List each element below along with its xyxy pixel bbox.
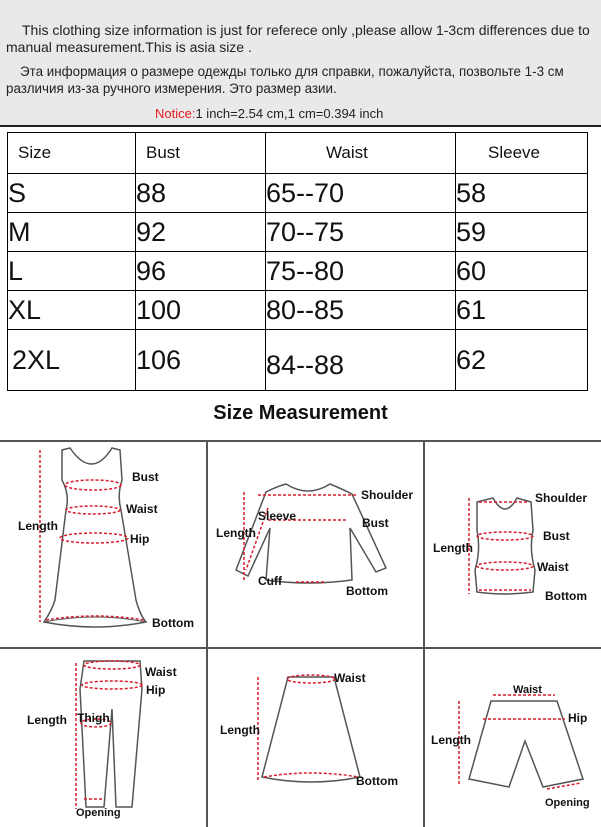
cell-waist: 65--70 [266,174,456,213]
pants-opening-label: Opening [76,807,121,819]
table-row [8,174,588,213]
unit-conversion-note [155,106,383,121]
sweater-outline [208,440,422,646]
cell-size: M [8,213,136,252]
cell-size: L [8,252,136,291]
size-measurement-title: Size Measurement [213,402,388,424]
cell-sleeve: 60 [456,252,588,291]
pants-diagram [0,649,205,827]
cell-size: S [8,174,136,213]
cell-bust: 100 [136,291,266,330]
vest-length-label: Length [433,541,473,555]
dress-diagram [0,440,205,646]
shorts-length-label: Length [431,733,471,747]
sweater-bust-label: Bust [362,516,389,530]
dress-bust-label: Bust [132,470,159,484]
vest-waist-label: Waist [537,560,569,574]
dress-length-label: Length [18,519,58,533]
cell-sleeve: 61 [456,291,588,330]
cell-size: XL [8,291,136,330]
table-header-row [8,133,588,174]
sweater-length-label: Length [216,526,256,540]
unit-notice-label: Notice: [155,106,196,121]
cell-bust: 92 [136,213,266,252]
cell-size: 2XL [8,330,136,391]
shorts-hip-label: Hip [568,711,588,725]
sweater-bottom-label: Bottom [346,584,388,598]
skirt-diagram [208,649,422,827]
vest-bust-label: Bust [543,529,570,543]
table-row [8,252,588,291]
skirt-outline [208,649,422,827]
cell-waist: 75--80 [266,252,456,291]
pants-thigh-label: Thigh [77,711,110,725]
cell-waist: 70--75 [266,213,456,252]
notice-box [0,0,601,125]
sweater-diagram [208,440,422,646]
cell-bust: 106 [136,330,266,391]
pants-length-label: Length [27,713,67,727]
skirt-bottom-label: Bottom [356,774,398,788]
header-waist: Waist [266,133,456,174]
cell-waist: 84--88 [266,330,456,391]
skirt-length-label: Length [220,723,260,737]
header-size: Size [8,133,136,174]
sweater-shoulder-label: Shoulder [361,488,414,502]
english-notice: This clothing size information is just for referece only ,please allow 1-3cm differences due to manual measurement.This is asia size . [6,22,590,55]
dress-bottom-label: Bottom [152,616,194,630]
table-row [8,330,588,391]
vest-bottom-label: Bottom [545,589,587,603]
divider [0,125,601,127]
sweater-sleeve-label: Sleeve [258,509,297,523]
header-sleeve: Sleeve [456,133,588,174]
cell-sleeve: 62 [456,330,588,391]
russian-notice: Эта информация о размере одежды только для справки, пожалуйста, позвольте 1-3 см различия из-за ручного измерения. Это размер азии. [6,64,564,96]
unit-conversion-text: 1 inch=2.54 cm,1 cm=0.394 inch [195,106,384,121]
vest-diagram [425,440,601,646]
dress-hip-label: Hip [130,532,150,546]
measurement-diagram-grid [0,440,601,827]
pants-waist-label: Waist [145,665,177,679]
cell-waist: 80--85 [266,291,456,330]
vest-shoulder-label: Shoulder [535,491,588,505]
shorts-waist-label: Waist [513,684,542,696]
cell-bust: 88 [136,174,266,213]
dress-waist-label: Waist [126,502,158,516]
cell-bust: 96 [136,252,266,291]
pants-hip-label: Hip [146,683,166,697]
cell-sleeve: 58 [456,174,588,213]
shorts-diagram [425,649,601,827]
size-table [7,132,588,391]
skirt-waist-label: Waist [334,671,366,685]
table-row [8,291,588,330]
shorts-opening-label: Opening [545,797,590,809]
table-row [8,213,588,252]
cell-sleeve: 59 [456,213,588,252]
header-bust: Bust [136,133,266,174]
sweater-cuff-label: Cuff [258,574,282,588]
